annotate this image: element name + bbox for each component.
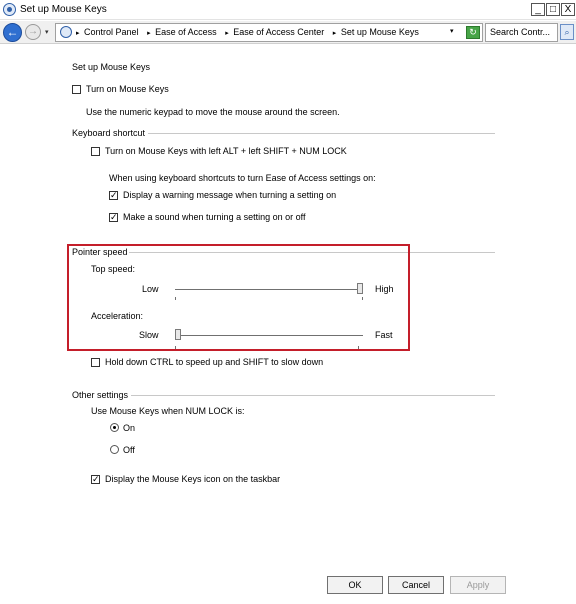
numlock-label: Use Mouse Keys when NUM LOCK is:: [91, 406, 245, 416]
breadcrumb-set-up-mouse-keys[interactable]: Set up Mouse Keys: [340, 27, 419, 37]
back-button[interactable]: ←: [3, 23, 22, 42]
search-input[interactable]: [485, 23, 558, 42]
section-divider: [148, 133, 495, 134]
top-speed-label: Top speed:: [91, 264, 136, 274]
ctrl-shift-checkbox[interactable]: [91, 358, 100, 367]
turn-on-mouse-keys-label[interactable]: Turn on Mouse Keys: [86, 84, 169, 94]
pointer-speed-highlight-box: [67, 244, 410, 351]
refresh-button[interactable]: ↻: [466, 26, 480, 39]
maximize-button[interactable]: □: [546, 3, 560, 16]
address-field[interactable]: [55, 23, 483, 42]
breadcrumb-separator-icon[interactable]: ▸: [225, 30, 229, 37]
acceleration-label: Acceleration:: [91, 311, 144, 321]
shortcut-checkbox[interactable]: [91, 147, 100, 156]
numlock-off-radio[interactable]: [110, 445, 119, 454]
top-speed-low-label: Low: [142, 284, 159, 294]
turn-on-mouse-keys-checkbox[interactable]: [72, 85, 81, 94]
mouse-keys-description: Use the numeric keypad to move the mouse around the screen.: [86, 107, 340, 117]
forward-button[interactable]: →: [25, 24, 41, 40]
shortcut-label[interactable]: Turn on Mouse Keys with left ALT + left SHIFT + NUM LOCK: [105, 146, 347, 156]
acceleration-slow-label: Slow: [139, 330, 159, 340]
other-settings-heading: Other settings: [72, 390, 129, 400]
window-title: Set up Mouse Keys: [20, 4, 107, 15]
taskbar-icon-checkbox[interactable]: ✓: [92, 474, 100, 484]
address-dropdown-icon[interactable]: ▾: [450, 28, 454, 35]
breadcrumb-separator-icon[interactable]: ▸: [76, 30, 80, 37]
minimize-button[interactable]: _: [531, 3, 545, 16]
numlock-on-label[interactable]: On: [123, 423, 136, 433]
close-button[interactable]: X: [561, 3, 575, 16]
breadcrumb-ease-of-access[interactable]: Ease of Access: [155, 27, 217, 37]
warning-message-checkbox[interactable]: ✓: [110, 190, 118, 200]
make-sound-label[interactable]: Make a sound when turning a setting on or off: [123, 212, 306, 222]
section-divider: [131, 395, 495, 396]
ctrl-shift-label[interactable]: Hold down CTRL to speed up and SHIFT to slow down: [105, 357, 324, 367]
make-sound-checkbox[interactable]: ✓: [110, 212, 118, 222]
cancel-button[interactable]: Cancel: [388, 576, 444, 594]
acceleration-fast-label: Fast: [375, 330, 393, 340]
taskbar-icon-label[interactable]: Display the Mouse Keys icon on the taskbar: [105, 474, 281, 484]
breadcrumb-control-panel[interactable]: Control Panel: [84, 27, 139, 37]
keyboard-shortcut-heading: Keyboard shortcut: [72, 128, 146, 138]
address-toolbar: [0, 21, 576, 44]
apply-button[interactable]: Apply: [450, 576, 506, 594]
breadcrumb-separator-icon[interactable]: ▸: [147, 30, 151, 37]
breadcrumb-separator-icon[interactable]: ▸: [332, 30, 337, 37]
ok-button[interactable]: OK: [327, 576, 383, 594]
search-placeholder: Search Contr...: [490, 27, 551, 37]
pointer-speed-heading: Pointer speed: [72, 247, 128, 257]
numlock-off-label[interactable]: Off: [123, 445, 135, 455]
control-panel-icon: [60, 26, 72, 38]
search-icon[interactable]: ⌕: [560, 24, 574, 40]
recent-pages-dropdown-icon[interactable]: ▾: [45, 29, 49, 36]
breadcrumb-ease-of-access-center[interactable]: Ease of Access Center: [233, 27, 325, 37]
breadcrumb: [76, 27, 421, 37]
top-speed-high-label: High: [375, 284, 394, 294]
title-bar: [0, 0, 576, 20]
warning-message-label[interactable]: Display a warning message when turning a setting on: [123, 190, 337, 200]
setup-heading: Set up Mouse Keys: [72, 62, 151, 72]
ease-of-access-icon: [3, 3, 16, 16]
using-shortcuts-text: When using keyboard shortcuts to turn Ease of Access settings on:: [109, 173, 376, 183]
numlock-on-radio[interactable]: [110, 423, 119, 432]
